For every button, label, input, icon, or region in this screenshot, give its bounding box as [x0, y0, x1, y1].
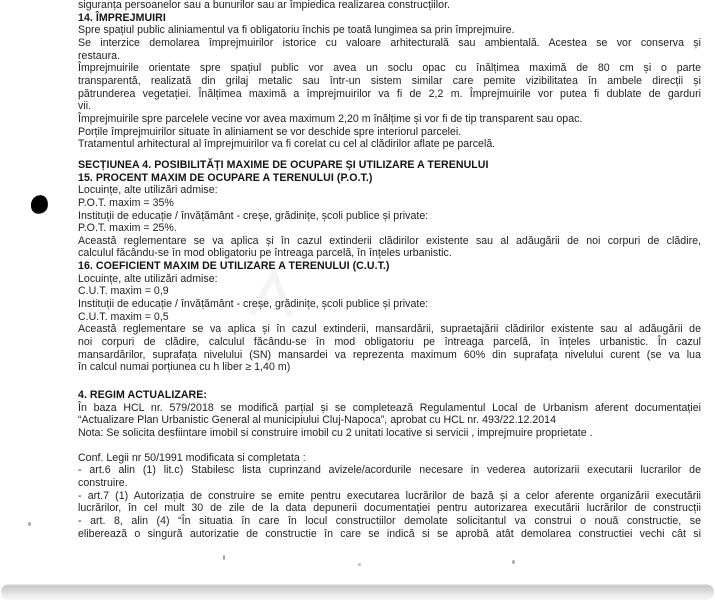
document-line: În baza HCL nr. 579/2018 se modifică parțial și se completează Regulamentul Local de Urbanism aferent documentației	[78, 401, 701, 414]
document-line: Se interzice demolarea împrejmuirilor istorice cu valoare arhitecturală sau ambientală. Acestea se vor conserva și	[78, 36, 701, 49]
document-line: “Actualizare Plan Urbanistic General al municipiului Cluj-Napoca”, aprobat cu HCL nr. 493/22.12.2014	[78, 414, 556, 427]
document-line: siguranța persoanelor sau a bunurilor sau ar împiedica realizarea construcțiilor.	[78, 0, 451, 11]
document-line: Tratamentul arhitectural al împrejmuirilor va fi corelat cu cel al clădirilor aflate pe parcelă.	[78, 138, 496, 151]
document-line: restaura.	[78, 49, 120, 62]
document-line: eliberează o singură autorizatie de constructie în care se indică si se aprobă atât demolarea constructiei vechi cât si	[78, 527, 701, 540]
document-line: lucrărilor, în cel mult 30 de zile de la data depunerii documentației pentru autorizarea executării lucrărilor de construcții	[78, 502, 701, 515]
document-line: Instituții de educație / învățământ - creșe, grădinițe, școli publice și private:	[78, 298, 429, 311]
document-line: Spre spațiul public aliniamentul va fi obligatoriu închis pe toată lungimea sa prin împrejmuire.	[78, 24, 515, 37]
document-line: Împrejmuirile spre parcelele vecine vor avea maximum 2,20 m înălțime și vor fi de tip transparent sau opac.	[78, 112, 583, 125]
document-line: Împrejmuirile orientate spre spațiul public vor avea un soclu opac cu înălțimea maximă de 80 cm și o parte	[78, 62, 701, 75]
scan-speck	[512, 560, 515, 564]
document-line: Locuințe, alte utilizări admise:	[78, 272, 218, 285]
document-line: P.O.T. maxim = 35%	[78, 196, 174, 209]
document-line: Conf. Legii nr 50/1991 modificata si completata :	[78, 451, 306, 464]
document-line: mansardărilor, suprafața nivelului (SN) mansardei va reprezenta maximum 60% din suprafața nivelului curent (se va lua	[78, 348, 701, 361]
document-line: Această reglementare se va aplica și în cazul extinderii clădirilor existente sau al adăugării de noi corpuri de clădire,	[78, 234, 701, 247]
document-line: - art.7 (1) Autorizația de construire se emite pentru executarea lucrărilor de bază și a celor aferente organizării executării	[78, 489, 701, 502]
document-line: 15. PROCENT MAXIM DE OCUPARE A TERENULUI (P.O.T.)	[78, 171, 373, 184]
document-line: C.U.T. maxim = 0,9	[78, 285, 169, 298]
document-line: vii.	[78, 100, 92, 113]
document-line	[78, 440, 701, 452]
document-line: Locuințe, alte utilizări admise:	[78, 184, 218, 197]
document-line: noi corpuri de clădire, calculul făcându-se în mod obligatoriu pe întreaga parcelă, în înțeles urbanistic. În cazul	[78, 336, 701, 349]
document-line: 14. ÎMPREJMUIRI	[78, 11, 166, 24]
document-line: transparentă, realizată din grilaj metalic sau într-un sistem similar care pemite vizibilitatea în ambele direcții și	[78, 74, 701, 87]
document-line: P.O.T. maxim = 25%.	[78, 222, 177, 235]
document-line: 16. COEFICIENT MAXIM DE UTILIZARE A TERENULUI (C.U.T.)	[78, 260, 390, 273]
document-line	[78, 374, 701, 389]
document-line: construire.	[78, 476, 128, 489]
document-line: 4. REGIM ACTUALIZARE:	[78, 389, 207, 402]
document-line: Porțile împrejmuirilor situate în aliniament se vor deschide spre interiorul parcelei.	[78, 125, 462, 138]
window-bottom-bar[interactable]	[1, 583, 714, 600]
document-line: - art. 8, alin (4) “În situatia în care în locul constructiilor demolate solicitantul va construi o nouă constructie, se	[78, 514, 701, 527]
document-line: - art.6 alin (1) lit.c) Stabilesc lista cuprinzand avizele/acordurile necesare in vederea autorizarii executarii lucrarilor de	[78, 464, 701, 477]
scan-speck	[223, 555, 225, 560]
document-line: Instituții de educație / învățământ - creșe, grădinițe, școli publice și private:	[78, 209, 429, 222]
document-line: pătrunderea vegetației. Înălțimea maximă a împrejmuirilor va fi de 2,2 m. Împrejmuirile vor putea fi dublate de garduri	[78, 87, 701, 100]
document-line: C.U.T. maxim = 0,5	[78, 310, 169, 323]
document-line: în calcul numai porțiunea cu h liber ≥ 1,40 m)	[78, 361, 291, 374]
document-line: Nota: Se solicita desfiintare imobil si construire imobil cu 2 unitati locative si servicii , imprejmuire proprietate .	[78, 427, 593, 439]
document-text-column	[78, 0, 701, 540]
scan-speck	[358, 563, 361, 566]
punch-hole-mark	[29, 193, 50, 215]
document-line: calculul făcându-se în mod obligatoriu pe întreaga parcelă, în înțeles urbanistic.	[78, 247, 452, 260]
scan-speck	[28, 522, 31, 526]
document-line: Această reglementare se va aplica și în cazul extinderii, mansardării, supraetajării clădirilor existente sau al adăugării de	[78, 323, 701, 336]
document-line: SECȚIUNEA 4. POSIBILITĂȚI MAXIME DE OCUPARE ȘI UTILIZARE A TERENULUI	[78, 158, 489, 171]
document-line	[78, 151, 701, 159]
